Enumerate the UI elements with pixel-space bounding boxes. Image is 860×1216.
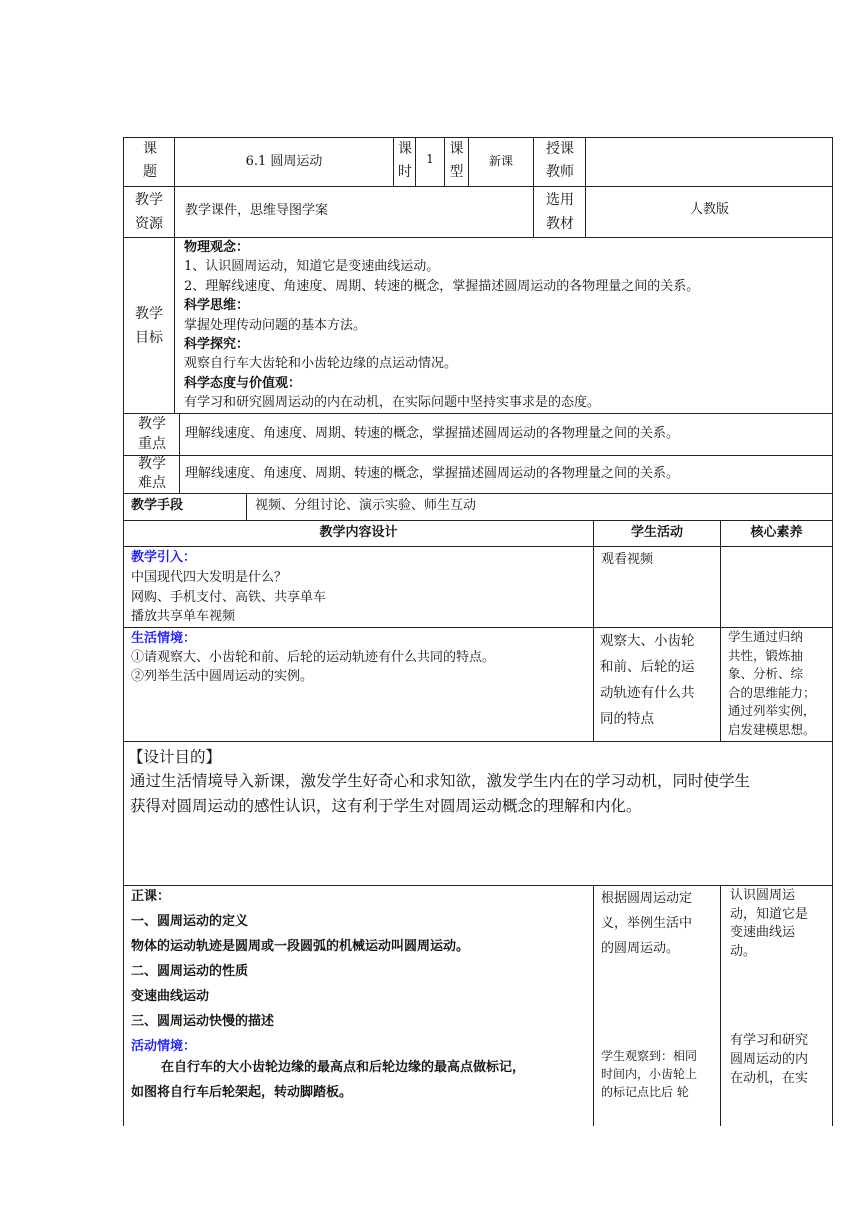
table-border xyxy=(593,520,594,741)
life-line: ①请观察大、小齿轮和前、后轮的运动轨迹有什么共同的特点。 xyxy=(131,650,496,665)
lesson-student-line: 时间内，小齿轮上 xyxy=(601,1067,698,1081)
life-literacy-line: 象、分析、综 xyxy=(728,666,804,681)
life-literacy xyxy=(728,628,831,739)
purpose-line: 通过生活情境导入新课，激发学生好奇心和求知欲，激发学生内在的学习动机，同时使学生 xyxy=(130,772,751,790)
lesson-student-line: 学生观察到：相同 xyxy=(601,1049,698,1063)
lesson-line: 二、圆周运动的性质 xyxy=(131,964,249,979)
topic-value: 6.1 圆周运动 xyxy=(245,154,323,169)
life-heading: 生活情境： xyxy=(131,631,197,646)
table-border xyxy=(123,885,833,886)
life-line: ②列举生活中圆周运动的实例。 xyxy=(131,669,314,684)
lesson-student-line: 的圆周运动。 xyxy=(601,941,680,956)
lesson-line: 活动情境： xyxy=(131,1039,197,1054)
lesson-student-line: 义，举例生活中 xyxy=(601,916,693,931)
goals-content xyxy=(184,238,829,413)
resources-value: 教学课件，思维导图学案 xyxy=(185,203,329,218)
type-label-text: 课型 xyxy=(449,141,464,180)
goal-line: 观察自行车大齿轮和小齿轮边缘的点运动情况。 xyxy=(184,356,458,372)
hours-label xyxy=(394,138,416,184)
life-student-activity xyxy=(600,628,718,732)
col-literacy-header: 核心素养 xyxy=(750,525,803,540)
table-border xyxy=(720,520,721,741)
lesson-line: 如图将自行车后轮架起，转动脚踏板。 xyxy=(131,1085,353,1100)
type-label xyxy=(445,138,468,184)
lesson-line: 变速曲线运动 xyxy=(131,989,210,1004)
key-points-label xyxy=(125,414,179,454)
lesson-literacy-line: 动。 xyxy=(730,943,757,959)
col-design-header: 教学内容设计 xyxy=(319,525,398,540)
life-literacy-line: 通过列举实例， xyxy=(728,703,816,718)
life-literacy-line: 合的思维能力； xyxy=(728,684,816,700)
textbook-label-text: 选用教材 xyxy=(546,192,574,232)
purpose-heading: 【设计目的】 xyxy=(128,748,222,766)
goal-line: 掌握处理传动问题的基本方法。 xyxy=(184,317,367,333)
goal-line: 物理观念： xyxy=(184,240,250,255)
table-border xyxy=(123,627,833,628)
textbook-value: 人教版 xyxy=(689,202,729,217)
life-content xyxy=(131,648,591,686)
life-literacy-line: 启发建模思想。 xyxy=(728,721,816,737)
goal-line: 科学探究： xyxy=(184,337,250,353)
goal-line: 有学习和研究圆周运动的内在动机，在实际问题中坚持实事求是的态度。 xyxy=(184,395,601,411)
table-border xyxy=(533,137,534,237)
type-value: 新课 xyxy=(488,154,513,168)
goals-label xyxy=(125,302,173,350)
textbook-label xyxy=(535,188,585,236)
table-border xyxy=(123,455,833,456)
lesson-student-activity-1 xyxy=(601,886,719,961)
lesson-student-activity-2 xyxy=(601,1047,719,1101)
lesson-literacy-2 xyxy=(730,1031,830,1088)
table-border xyxy=(123,493,833,494)
resources-label xyxy=(125,188,173,236)
table-border xyxy=(123,137,124,1126)
lesson-literacy-line: 变速曲线运 xyxy=(730,925,796,940)
means-label: 教学手段 xyxy=(131,498,184,513)
teacher-label xyxy=(535,138,585,184)
table-border xyxy=(593,885,594,1126)
difficulties-label xyxy=(125,455,179,493)
lesson-student-line: 的标记点比后 轮 xyxy=(601,1085,689,1099)
table-border xyxy=(720,885,721,1126)
lesson-student-line: 根据圆周运动定 xyxy=(601,891,693,906)
intro-line: 中国现代四大发明是什么？ xyxy=(131,570,288,585)
goal-line: 2、理解线速度、角速度、周期、转速的概念，掌握描述圆周运动的各物理量之间的关系。 xyxy=(184,278,700,294)
life-student-line: 动轨迹有什么共 xyxy=(600,685,695,701)
life-literacy-line: 共性，锻炼抽 xyxy=(728,647,804,663)
life-student-line: 观察大、小齿轮 xyxy=(600,633,695,649)
table-border xyxy=(123,546,833,547)
col-student-header: 学生活动 xyxy=(630,525,683,540)
table-border xyxy=(246,493,247,520)
lesson-literacy-line: 圆周运动的内 xyxy=(730,1052,809,1067)
life-student-line: 和前、后轮的运 xyxy=(600,659,695,675)
lesson-literacy-line: 认识圆周运 xyxy=(730,888,796,903)
table-border xyxy=(123,741,833,742)
goal-line: 1、认识圆周运动，知道它是变速曲线运动。 xyxy=(184,259,440,275)
goals-label-text: 教学目标 xyxy=(135,306,163,346)
hours-label-text: 课时 xyxy=(398,141,412,180)
hours-value: 1 xyxy=(426,152,434,166)
table-border xyxy=(174,137,175,413)
table-border xyxy=(179,413,180,493)
topic-label xyxy=(130,138,170,184)
table-border xyxy=(123,137,833,138)
intro-student: 观看视频 xyxy=(601,552,654,567)
intro-line: 网购、手机支付、高铁、共享单车 xyxy=(131,589,327,605)
topic-label-text: 课题 xyxy=(143,141,157,180)
teacher-label-text: 授课教师 xyxy=(546,141,574,180)
lesson-line: 三、圆周运动快慢的描述 xyxy=(131,1014,275,1029)
lesson-literacy-line: 有学习和研究 xyxy=(730,1033,809,1048)
intro-heading: 教学引入： xyxy=(131,550,197,565)
lesson-line: 在自行车的大小齿轮边缘的最高点和后轮边缘的最高点做标记， xyxy=(161,1060,526,1075)
difficulties-label-text: 教学难点 xyxy=(138,456,166,491)
means-value: 视频、分组讨论、演示实验、师生互动 xyxy=(255,498,477,513)
lesson-line: 一、圆周运动的定义 xyxy=(131,914,249,929)
lesson-literacy-line: 动，知道它是 xyxy=(730,906,809,922)
key-points-label-text: 教学重点 xyxy=(138,416,166,452)
lesson-literacy-line: 在动机，在实 xyxy=(730,1071,809,1086)
table-border xyxy=(585,137,586,237)
table-border xyxy=(123,186,833,187)
purpose-line: 获得对圆周运动的感性认识，这有利于学生对圆周运动概念的理解和内化。 xyxy=(130,797,642,815)
goal-line: 科学思维： xyxy=(184,298,250,314)
lesson-literacy-1 xyxy=(730,887,830,961)
intro-line: 播放共享单车视频 xyxy=(131,609,236,624)
goal-line: 科学态度与价值观： xyxy=(184,375,302,391)
table-border xyxy=(832,137,833,1126)
life-literacy-line: 学生通过归纳 xyxy=(728,629,804,644)
table-border xyxy=(123,520,833,521)
lesson-line: 正课： xyxy=(131,889,171,904)
intro-content xyxy=(131,568,591,627)
key-points-value: 理解线速度、角速度、周期、转速的概念，掌握描述圆周运动的各物理量之间的关系。 xyxy=(185,426,680,441)
resources-label-text: 教学资源 xyxy=(135,192,163,232)
purpose-content xyxy=(130,769,830,819)
table-border xyxy=(123,413,833,414)
difficulties-value: 理解线速度、角速度、周期、转速的概念，掌握描述圆周运动的各物理量之间的关系。 xyxy=(185,466,680,481)
lesson-line: 物体的运动轨迹是圆周或一段圆弧的机械运动叫圆周运动。 xyxy=(131,939,470,954)
life-student-line: 同的特点 xyxy=(600,711,654,727)
